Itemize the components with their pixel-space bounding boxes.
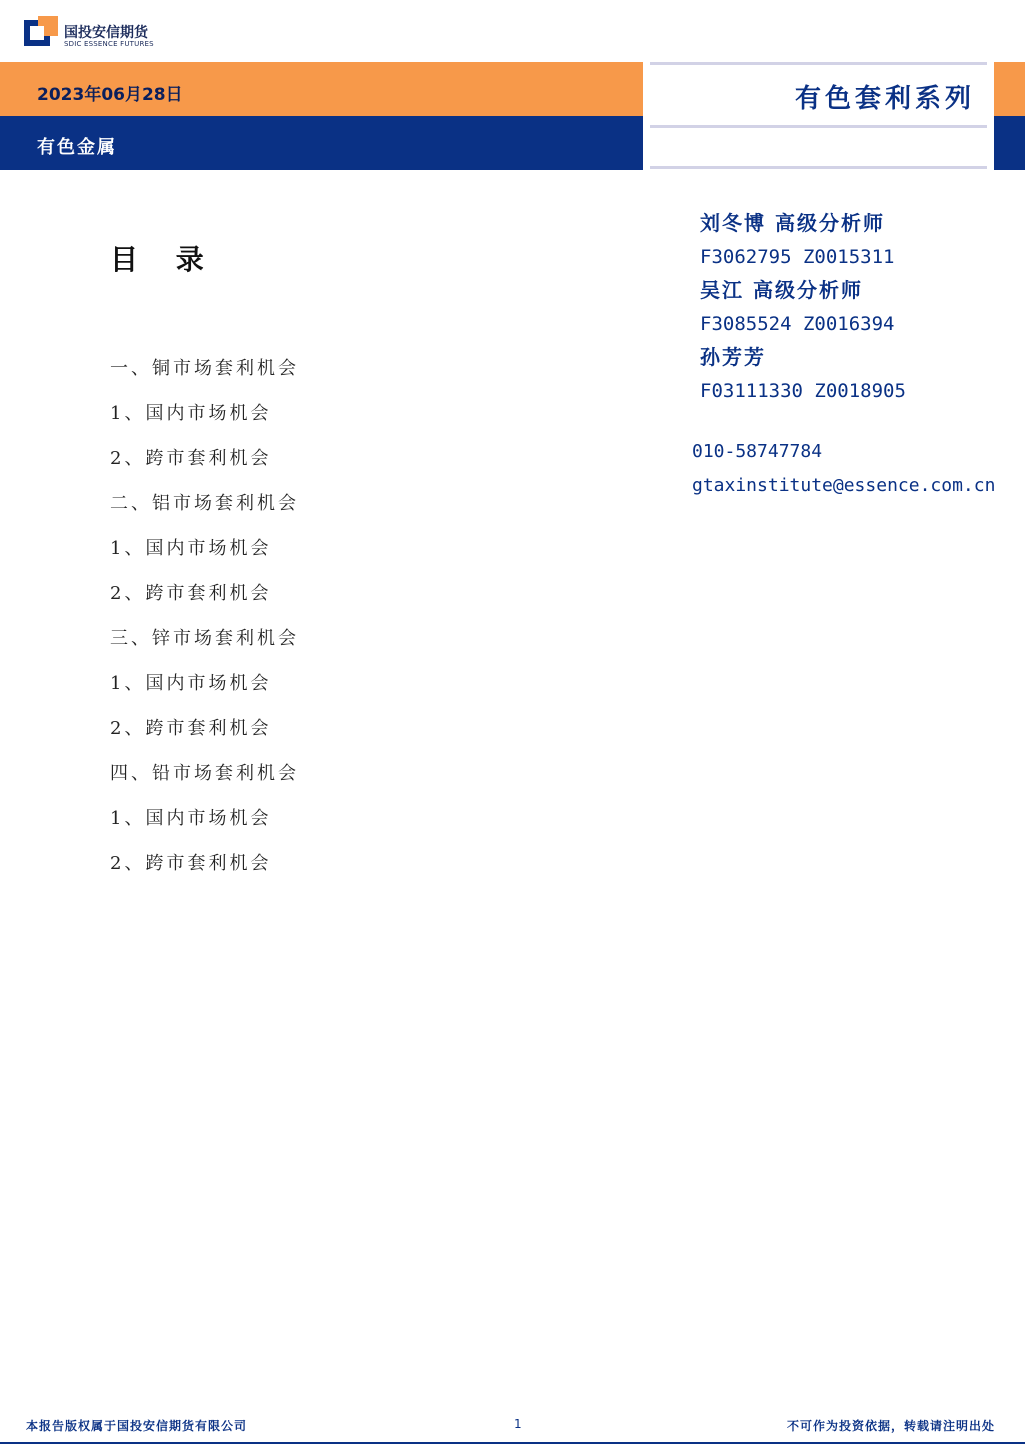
- analyst-name: 刘冬博 高级分析师: [700, 211, 885, 235]
- report-sector: 有色金属: [37, 137, 117, 158]
- toc-title: 目 录: [110, 243, 218, 276]
- toc-item[interactable]: 2、跨市套利机会: [110, 718, 272, 739]
- analyst-license: F03111330 Z0018905: [700, 380, 906, 402]
- divider-line-middle: [650, 125, 987, 128]
- toc-item[interactable]: 1、国内市场机会: [110, 673, 272, 694]
- header-corner-orange: [994, 62, 1025, 116]
- contact-info: [692, 438, 995, 506]
- toc-item[interactable]: 1、国内市场机会: [110, 403, 272, 424]
- toc-item[interactable]: 2、跨市套利机会: [110, 448, 272, 469]
- divider-line-top: [650, 62, 987, 65]
- toc-item[interactable]: 三、锌市场套利机会: [110, 628, 299, 649]
- contact-phone: 010-58747784: [692, 441, 823, 462]
- toc-item[interactable]: 2、跨市套利机会: [110, 583, 272, 604]
- analyst-name: 吴江 高级分析师: [700, 278, 863, 302]
- toc-item[interactable]: 二、铝市场套利机会: [110, 493, 299, 514]
- footer-disclaimer: 不可作为投资依据，转载请注明出处: [786, 1419, 995, 1433]
- page-number: 1: [514, 1417, 522, 1431]
- analyst-license: F3085524 Z0016394: [700, 313, 895, 335]
- table-of-contents: [110, 356, 299, 896]
- footer-rule: [0, 1442, 1025, 1444]
- header-corner-blue: [994, 116, 1025, 170]
- logo-text-en: SDIC ESSENCE FUTURES: [64, 40, 154, 48]
- toc-item[interactable]: 1、国内市场机会: [110, 808, 272, 829]
- toc-item[interactable]: 一、铜市场套利机会: [110, 358, 299, 379]
- report-date: 2023年06月28日: [37, 85, 183, 105]
- analyst-license: F3062795 Z0015311: [700, 246, 895, 268]
- analyst-name: 孙芳芳: [700, 345, 766, 369]
- logo-text-cn: 国投安信期货: [64, 25, 148, 41]
- toc-item[interactable]: 2、跨市套利机会: [110, 853, 272, 874]
- divider-line-bottom: [650, 166, 987, 169]
- contact-email-link[interactable]: gtaxinstitute@essence.com.cn: [692, 475, 996, 496]
- analyst-list: [700, 208, 906, 409]
- logo-mark-icon: [24, 16, 58, 50]
- footer-copyright: 本报告版权属于国投安信期货有限公司: [26, 1419, 248, 1433]
- toc-item[interactable]: 1、国内市场机会: [110, 538, 272, 559]
- toc-item[interactable]: 四、铅市场套利机会: [110, 763, 299, 784]
- report-series-title: 有色套利系列: [794, 84, 975, 114]
